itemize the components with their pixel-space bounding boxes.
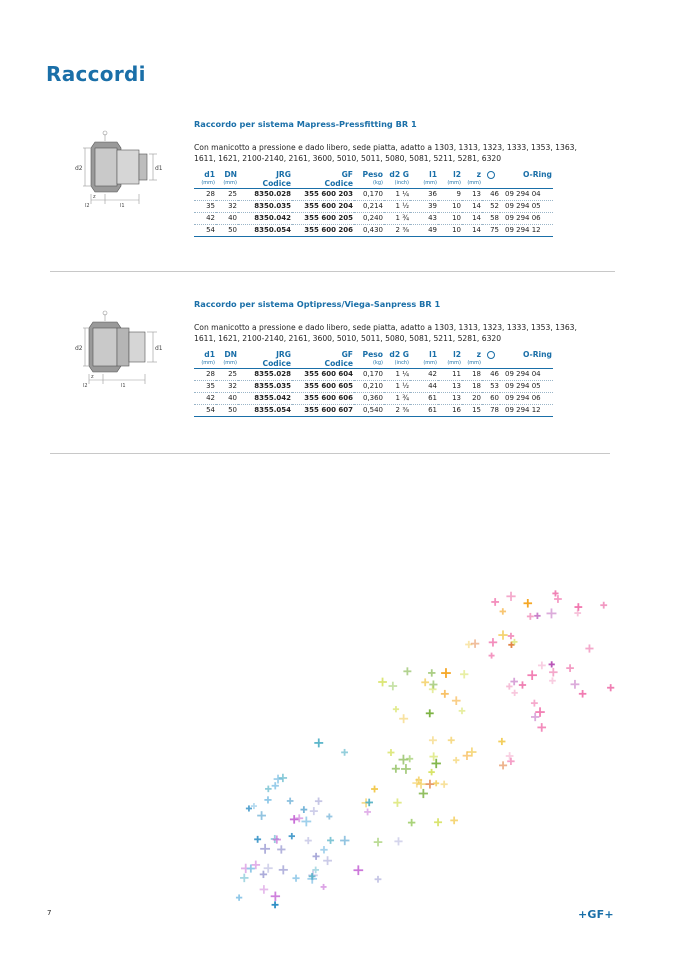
- cell-o: 75: [482, 225, 500, 237]
- cell-d2g: 2 ⅜: [384, 405, 410, 417]
- plus-icon: [353, 865, 363, 875]
- plus-icon: [566, 664, 574, 672]
- cell-d2g: 2 ⅜: [384, 225, 410, 237]
- cell-gf: 355 600 205: [292, 213, 354, 225]
- cell-peso: 0,430: [354, 225, 384, 237]
- header-jrg: JRG: [276, 350, 291, 359]
- cell-l1: 43: [410, 213, 438, 225]
- plus-icon: [571, 680, 580, 689]
- table-body: [194, 369, 553, 417]
- fitting-drawing-mapress: [65, 128, 165, 208]
- unit-l2: (mm): [438, 359, 462, 369]
- unit-dn: (mm): [216, 359, 238, 369]
- plus-icon: [240, 874, 248, 882]
- plus-icon: [371, 786, 378, 793]
- unit-oring-symbol: [482, 179, 500, 189]
- plus-icon: [506, 683, 512, 689]
- plus-icon: [287, 798, 294, 805]
- plus-icon: [459, 708, 466, 715]
- plus-icon: [305, 837, 312, 844]
- plus-icon: [394, 837, 402, 845]
- plus-icon: [441, 690, 449, 698]
- cell-o: 53: [482, 381, 500, 393]
- plus-icon: [289, 833, 295, 839]
- plus-icon: [534, 613, 540, 619]
- plus-icon: [428, 669, 435, 676]
- cell-d1: 35: [194, 201, 216, 213]
- header-gf: GF: [341, 170, 353, 179]
- plus-icon: [364, 809, 371, 816]
- plus-icon: [489, 638, 497, 646]
- unit-d1: (mm): [194, 179, 216, 189]
- section-content: [194, 119, 614, 237]
- header-peso: Peso: [362, 350, 383, 359]
- plus-icon: [403, 667, 411, 675]
- plus-icon: [452, 696, 461, 705]
- unit-peso: (kg): [354, 359, 384, 369]
- label-d1: d1: [155, 345, 163, 352]
- cell-l1: 42: [410, 369, 438, 381]
- header-oring: O-Ring: [522, 350, 552, 359]
- cell-dn: 40: [216, 393, 238, 405]
- cell-gf: 355 600 204: [292, 201, 354, 213]
- cell-o: 46: [482, 189, 500, 201]
- plus-icon: [327, 837, 334, 844]
- table-body: [194, 189, 553, 237]
- cell-d2g: 1 ¼: [384, 369, 410, 381]
- plus-icon: [506, 752, 514, 760]
- plus-icon: [549, 668, 558, 677]
- plus-icon: [574, 610, 581, 617]
- plus-icon: [428, 769, 435, 776]
- unit-oring: [500, 359, 553, 369]
- table-row: [194, 369, 553, 381]
- plus-icon: [326, 813, 332, 819]
- table-row: [194, 393, 553, 405]
- cell-gf: 355 600 604: [292, 369, 354, 381]
- table-row: [194, 189, 553, 201]
- plus-icon: [538, 662, 546, 670]
- cell-l1: 39: [410, 201, 438, 213]
- header-gf-sub: Codice: [292, 359, 354, 369]
- plus-icon: [441, 668, 451, 678]
- fitting-drawing-optipress: [65, 308, 165, 388]
- cell-peso: 0,210: [354, 381, 384, 393]
- plus-icon: [426, 780, 435, 789]
- header-z: z: [476, 170, 481, 179]
- plus-icon: [292, 875, 299, 882]
- plus-icon: [498, 630, 507, 639]
- cell-z: 18: [462, 381, 482, 393]
- plus-icon: [277, 845, 285, 853]
- unit-oring: [500, 179, 553, 189]
- cell-oring: 09 294 06: [500, 213, 553, 225]
- spec-table: [194, 170, 553, 237]
- plus-icon: [290, 815, 299, 824]
- cell-dn: 25: [216, 189, 238, 201]
- plus-icon: [491, 598, 499, 606]
- section-description: Con manicotto a pressione e dado libero, sede piatta, adatto a 1303, 1313, 1323, 1333, 1353, 1363, 1611, 1621, 2100-2140, 2161, 3600, 5010, 5011, 5080, 5081, 5211, 5281, 6320: [194, 143, 577, 163]
- plus-icon: [429, 680, 437, 688]
- cell-d2g: 1 ½: [384, 381, 410, 393]
- cell-l2: 10: [438, 201, 462, 213]
- cell-oring: 09 294 04: [500, 369, 553, 381]
- cell-d2g: 1 ¾: [384, 213, 410, 225]
- plus-icon: [426, 709, 434, 717]
- table-header-row: [194, 170, 553, 179]
- plus-icon: [441, 781, 448, 788]
- plus-icon: [320, 846, 327, 853]
- header-z: z: [476, 350, 481, 359]
- cell-dn: 50: [216, 225, 238, 237]
- plus-icon: [387, 749, 394, 756]
- cell-l2: 13: [438, 393, 462, 405]
- plus-icon: [433, 780, 439, 786]
- plus-icon: [508, 633, 514, 639]
- table-row: [194, 201, 553, 213]
- plus-icon: [236, 894, 242, 900]
- plus-icon: [417, 780, 426, 789]
- cell-d1: 42: [194, 393, 216, 405]
- plus-icon: [471, 639, 479, 647]
- plus-icon: [399, 714, 408, 723]
- unit-d2g: (inch): [384, 359, 410, 369]
- cell-l2: 11: [438, 369, 462, 381]
- page-number: 7: [47, 909, 52, 917]
- plus-icon: [401, 764, 411, 774]
- plus-icon: [271, 892, 280, 901]
- plus-icon: [448, 737, 455, 744]
- plus-icon: [374, 838, 383, 847]
- cell-l1: 49: [410, 225, 438, 237]
- unit-d1: (mm): [194, 359, 216, 369]
- table-row: [194, 405, 553, 417]
- header-d1: d1: [204, 170, 215, 179]
- cell-peso: 0,240: [354, 213, 384, 225]
- plus-icon: [510, 678, 518, 686]
- cell-oring: 09 294 05: [500, 381, 553, 393]
- table-row: [194, 381, 553, 393]
- plus-icon: [378, 678, 387, 687]
- section-divider: [50, 271, 615, 272]
- plus-icon: [310, 807, 318, 815]
- cell-z: 14: [462, 213, 482, 225]
- cell-d1: 54: [194, 405, 216, 417]
- label-z: z: [93, 194, 96, 200]
- header-dn: DN: [224, 170, 237, 179]
- label-z: z: [91, 374, 94, 380]
- label-d2: d2: [75, 345, 83, 352]
- section-title: Raccordo per sistema Optipress/Viega-Sanpress BR 1: [194, 299, 441, 309]
- plus-icon: [419, 789, 428, 798]
- unit-z: (mm): [462, 359, 482, 369]
- header-dn: DN: [224, 350, 237, 359]
- table-header-row: [194, 350, 553, 359]
- plus-icon: [507, 758, 514, 765]
- label-l2: l2: [85, 203, 90, 208]
- cell-jrg: 8350.054: [238, 225, 292, 237]
- plus-icon: [519, 681, 526, 688]
- unit-dn: (mm): [216, 179, 238, 189]
- cell-peso: 0,214: [354, 201, 384, 213]
- cell-dn: 50: [216, 405, 238, 417]
- cell-d2g: 1 ¼: [384, 189, 410, 201]
- header-gf: GF: [341, 350, 353, 359]
- plus-icon: [341, 749, 348, 756]
- cell-l2: 13: [438, 381, 462, 393]
- cell-peso: 0,540: [354, 405, 384, 417]
- plus-icon: [579, 690, 587, 698]
- cell-o: 52: [482, 201, 500, 213]
- plus-icon: [607, 684, 614, 691]
- cell-jrg: 8355.035: [238, 381, 292, 393]
- table-unit-row: [194, 179, 553, 189]
- label-d1: d1: [155, 165, 163, 172]
- plus-icon: [254, 836, 261, 843]
- cell-jrg: 8350.035: [238, 201, 292, 213]
- decorative-plus-pattern: [235, 585, 620, 910]
- plus-icon: [272, 901, 279, 908]
- cell-jrg: 8350.028: [238, 189, 292, 201]
- plus-icon: [264, 864, 273, 873]
- plus-icon: [549, 677, 556, 684]
- plus-icon: [260, 871, 267, 878]
- cell-z: 14: [462, 201, 482, 213]
- header-gf-sub: Codice: [292, 179, 354, 189]
- plus-icon: [260, 844, 270, 854]
- plus-icon: [531, 700, 538, 707]
- cell-dn: 40: [216, 213, 238, 225]
- plus-icon: [535, 707, 544, 716]
- unit-l1: (mm): [410, 179, 438, 189]
- plus-icon: [279, 774, 287, 782]
- cell-oring: 09 294 06: [500, 393, 553, 405]
- header-jrg: JRG: [276, 170, 291, 179]
- plus-icon: [421, 678, 429, 686]
- cell-l1: 61: [410, 405, 438, 417]
- plus-icon: [585, 644, 593, 652]
- plus-icon: [393, 706, 399, 712]
- cell-peso: 0,170: [354, 189, 384, 201]
- unit-l1: (mm): [410, 359, 438, 369]
- section-content: [194, 299, 614, 417]
- plus-icon: [279, 865, 288, 874]
- cell-z: 20: [462, 393, 482, 405]
- unit-d2g: (inch): [384, 179, 410, 189]
- plus-icon: [429, 736, 437, 744]
- plus-icon: [499, 761, 507, 769]
- cell-dn: 32: [216, 201, 238, 213]
- plus-icon: [537, 723, 546, 732]
- cell-l2: 16: [438, 405, 462, 417]
- plus-icon: [393, 798, 401, 806]
- cell-d2g: 1 ¾: [384, 393, 410, 405]
- cell-peso: 0,360: [354, 393, 384, 405]
- header-d2g: d2 G: [389, 170, 409, 179]
- plus-icon: [460, 670, 468, 678]
- table-row: [194, 213, 553, 225]
- plus-icon: [315, 797, 322, 804]
- plus-icon: [313, 853, 320, 860]
- plus-icon: [531, 713, 539, 721]
- cell-z: 15: [462, 405, 482, 417]
- plus-icon: [489, 653, 495, 659]
- cell-gf: 355 600 206: [292, 225, 354, 237]
- plus-icon: [265, 786, 272, 793]
- cell-gf: 355 600 606: [292, 393, 354, 405]
- header-l1: l1: [429, 350, 437, 359]
- oring-icon: [487, 171, 495, 179]
- plus-icon: [375, 876, 382, 883]
- cell-o: 58: [482, 213, 500, 225]
- plus-icon: [408, 819, 415, 826]
- plus-icon: [260, 885, 269, 894]
- plus-icon: [506, 592, 515, 601]
- unit-l2: (mm): [438, 179, 462, 189]
- cell-d1: 28: [194, 189, 216, 201]
- section-description: Con manicotto a pressione e dado libero, sede piatta, adatto a 1303, 1313, 1323, 1333, 1353, 1363, 1611, 1621, 2100-2140, 2161, 3600, 5010, 5011, 5080, 5081, 5211, 5281, 6320: [194, 323, 577, 343]
- plus-icon: [321, 884, 327, 890]
- cell-d1: 42: [194, 213, 216, 225]
- plus-icon: [264, 796, 271, 803]
- spec-table: [194, 350, 553, 417]
- header-jrg-sub: Codice: [238, 179, 292, 189]
- plus-icon: [389, 682, 398, 691]
- header-oring-symbol: [482, 170, 500, 179]
- cell-d1: 28: [194, 369, 216, 381]
- gf-logo: +GF+: [578, 908, 614, 921]
- header-oring-symbol: [482, 350, 500, 359]
- header-d1: d1: [204, 350, 215, 359]
- cell-l2: 10: [438, 225, 462, 237]
- cell-d2g: 1 ½: [384, 201, 410, 213]
- unit-oring-symbol: [482, 359, 500, 369]
- plus-icon: [434, 818, 442, 826]
- oring-icon: [487, 351, 495, 359]
- plus-icon: [524, 599, 533, 608]
- plus-icon: [600, 602, 607, 609]
- cell-gf: 355 600 607: [292, 405, 354, 417]
- plus-icon: [323, 856, 332, 865]
- plus-icon: [392, 765, 400, 773]
- plus-icon: [511, 690, 517, 696]
- header-l2: l2: [453, 170, 461, 179]
- page-title: Raccordi: [46, 62, 146, 86]
- cell-dn: 32: [216, 381, 238, 393]
- label-d2: d2: [75, 165, 83, 172]
- header-oring: O-Ring: [522, 170, 552, 179]
- label-l1: l1: [121, 383, 126, 388]
- plus-icon: [450, 817, 458, 825]
- cell-l1: 36: [410, 189, 438, 201]
- section-divider: [50, 453, 610, 454]
- cell-gf: 355 600 605: [292, 381, 354, 393]
- cell-l1: 61: [410, 393, 438, 405]
- header-l2: l2: [453, 350, 461, 359]
- table-row: [194, 225, 553, 237]
- cell-l1: 44: [410, 381, 438, 393]
- cell-z: 14: [462, 225, 482, 237]
- cell-o: 46: [482, 369, 500, 381]
- plus-icon: [527, 613, 534, 620]
- cell-oring: 09 294 12: [500, 225, 553, 237]
- cell-dn: 25: [216, 369, 238, 381]
- label-l2: l2: [83, 383, 88, 388]
- plus-icon: [527, 670, 537, 680]
- header-d2g: d2 G: [389, 350, 409, 359]
- header-l1: l1: [429, 170, 437, 179]
- cell-z: 13: [462, 189, 482, 201]
- plus-icon: [549, 661, 555, 667]
- header-peso: Peso: [362, 170, 383, 179]
- plus-icon: [340, 836, 349, 845]
- plus-icon: [498, 738, 505, 745]
- cell-oring: 09 294 04: [500, 189, 553, 201]
- cell-o: 78: [482, 405, 500, 417]
- cell-d1: 54: [194, 225, 216, 237]
- plus-icon: [314, 738, 323, 747]
- label-l1: l1: [120, 203, 125, 208]
- plus-icon: [500, 608, 506, 614]
- unit-z: (mm): [462, 179, 482, 189]
- plus-icon: [453, 757, 460, 764]
- cell-l2: 9: [438, 189, 462, 201]
- cell-oring: 09 294 12: [500, 405, 553, 417]
- plus-icon: [300, 806, 307, 813]
- plus-icon: [257, 811, 266, 820]
- unit-peso: (kg): [354, 179, 384, 189]
- table-unit-row: [194, 359, 553, 369]
- cell-jrg: 8355.042: [238, 393, 292, 405]
- cell-oring: 09 294 05: [500, 201, 553, 213]
- cell-peso: 0,170: [354, 369, 384, 381]
- cell-jrg: 8355.028: [238, 369, 292, 381]
- cell-d1: 35: [194, 381, 216, 393]
- plus-icon: [547, 608, 557, 618]
- header-jrg-sub: Codice: [238, 359, 292, 369]
- cell-jrg: 8350.042: [238, 213, 292, 225]
- cell-o: 60: [482, 393, 500, 405]
- cell-gf: 355 600 203: [292, 189, 354, 201]
- cell-z: 18: [462, 369, 482, 381]
- plus-icon: [406, 755, 413, 762]
- section-title: Raccordo per sistema Mapress-Pressfitting BR 1: [194, 119, 417, 129]
- cell-jrg: 8355.054: [238, 405, 292, 417]
- cell-l2: 10: [438, 213, 462, 225]
